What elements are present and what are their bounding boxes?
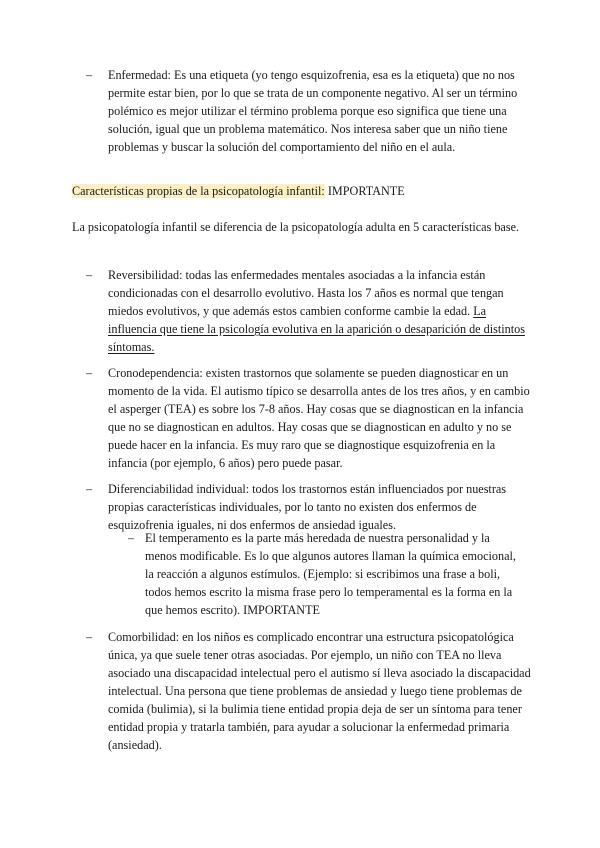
intro-paragraph: La psicopatología infantil se diferencia de la psicopatología adulta en 5 características base. — [72, 220, 520, 234]
list-bullet: – — [86, 366, 93, 380]
diferenciabilidad-sub-text: El temperamento es la parte más heredada de nuestra personalidad y la menos modificable. Es lo que algunos autores llaman la química emocional, la reacción a algunos estímulos. (Ejemplo: si escribimos una frase a boli, todos hemos escrito la misma frase pero lo temperamental es la forma en la que hemos escrito). IMPORTANTE — [145, 531, 516, 617]
reversibilidad-underlined: La influencia que tiene la psicología evolutiva en la aparición o desaparición de distintos síntomas. — [108, 304, 525, 354]
heading-suffix: IMPORTANTE — [324, 184, 405, 198]
reversibilidad-text — [108, 266, 532, 356]
diferenciabilidad-text: Diferenciabilidad individual: todos los trastornos están influenciados por nuestras propias características individuales, por lo tanto no existen dos enfermos de esquizofrenia iguales, ni dos enfermos de ansiedad iguales. — [108, 482, 507, 532]
list-bullet: – — [86, 68, 93, 82]
sub-list-bullet: – — [128, 531, 135, 545]
comorbilidad-text: Comorbilidad: en los niños es complicado encontrar una estructura psicopatológica única, ya que suele tener otras asociadas. Por ejemplo, un niño con TEA no lleva asociado una discapacidad intelectual pero el autismo sí lleva asociado la discapacidad intelectual. Una persona que tiene problemas de ansiedad y luego tiene problemas de comida (bulimia), si la bulimia tiene entidad propia deja de ser un síntoma para tener entidad propia y tratarla también, para ayudar a solucionar la enfermedad primaria (ansiedad). — [108, 630, 531, 752]
section-heading — [72, 182, 532, 200]
heading-highlighted: Características propias de la psicopatología infantil: — [72, 184, 325, 198]
list-bullet: – — [86, 482, 93, 496]
list-bullet: – — [86, 268, 93, 282]
cronodependencia-text: Cronodependencia: existen trastornos que solamente se pueden diagnosticar en un momento de la vida. El autismo típico se desarrolla antes de los tres años, y en cambio el asperger (TEA) es sobre los 7-8 años. Hay cosas que se diagnostican en la infancia que no se diagnostican en adultos. Hay cosas que se diagnostican en adulto y no se puede hacer en la infancia. Es muy raro que se diagnostique esquizofrenia en la infancia (por ejemplo, 6 años) pero puede pasar. — [108, 366, 530, 470]
enfermedad-text: Enfermedad: Es una etiqueta (yo tengo esquizofrenia, esa es la etiqueta) que no nos permite estar bien, por lo que se trata de un componente negativo. Al ser un término polémico es mejor utilizar el término problema porque eso significa que tiene una solución, igual que un problema matemático. Nos interesa saber que un niño tiene problemas y buscar la solución del comportamiento del niño en el aula. — [108, 68, 518, 154]
reversibilidad-main: Reversibilidad: todas las enfermedades mentales asociadas a la infancia están condicionadas con el desarrollo evolutivo. Hasta los 7 años es normal que tengan miedos evolutivos, y que además estos cambien conforme cambie la edad. — [108, 268, 504, 318]
list-bullet: – — [86, 630, 93, 644]
